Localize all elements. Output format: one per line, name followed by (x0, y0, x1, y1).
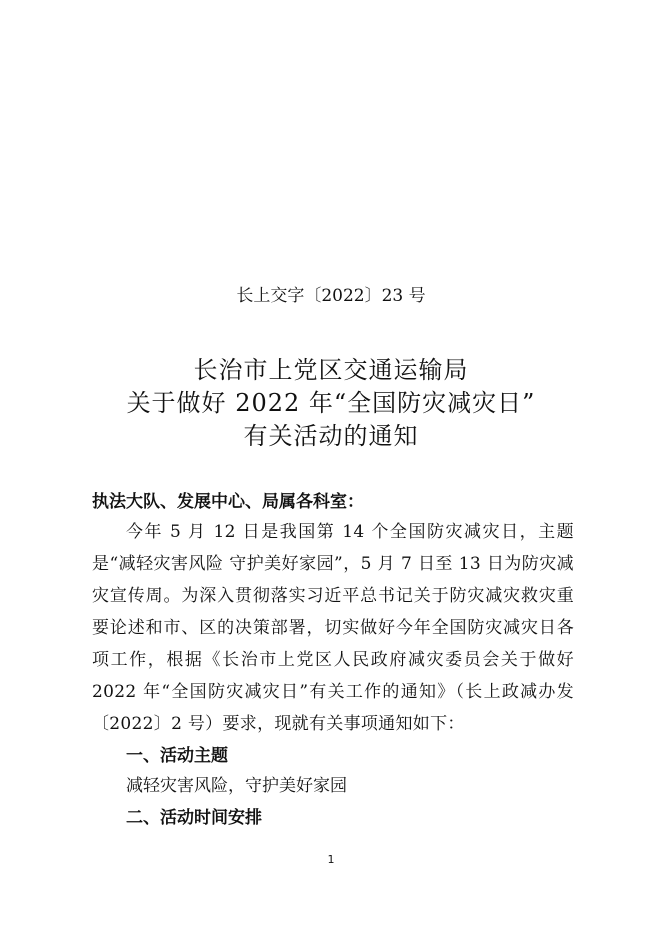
page-number: 1 (327, 853, 335, 866)
body-paragraph: 今年 5 月 12 日是我国第 14 个全国防灾减灾日，主题是“减轻灾害风险 守护美好家园”，5 月 7 日至 13 日为防灾减灾宣传周。为深入贯彻落实习近平总书记关于防灾减灾救灾重要论述和市、区的决策部署，切实做好今年全国防灾减灾日各项工作，根据《长治市上党区人民政府减灾委员会关于做好 2022 年“全国防灾减灾日”有关工作的通知》（长上政减办发〔2022〕2 号）要求，现就有关事项通知如下： (92, 522, 574, 734)
section-heading-1: 一、活动主题 (126, 746, 228, 766)
title-line-1: 长治市上党区交通运输局 (193, 356, 469, 384)
title-line-3: 有关活动的通知 (243, 422, 419, 450)
section-heading-2: 二、活动时间安排 (126, 808, 262, 828)
recipient-line: 执法大队、发展中心、局属各科室： (92, 492, 364, 512)
title-line-2: 关于做好 2022 年“全国防灾减灾日” (126, 389, 536, 417)
document-number: 长上交字〔2022〕23 号 (236, 286, 426, 306)
document-title (0, 354, 662, 453)
section-body-1: 减轻灾害风险，守护美好家园 (126, 776, 347, 796)
